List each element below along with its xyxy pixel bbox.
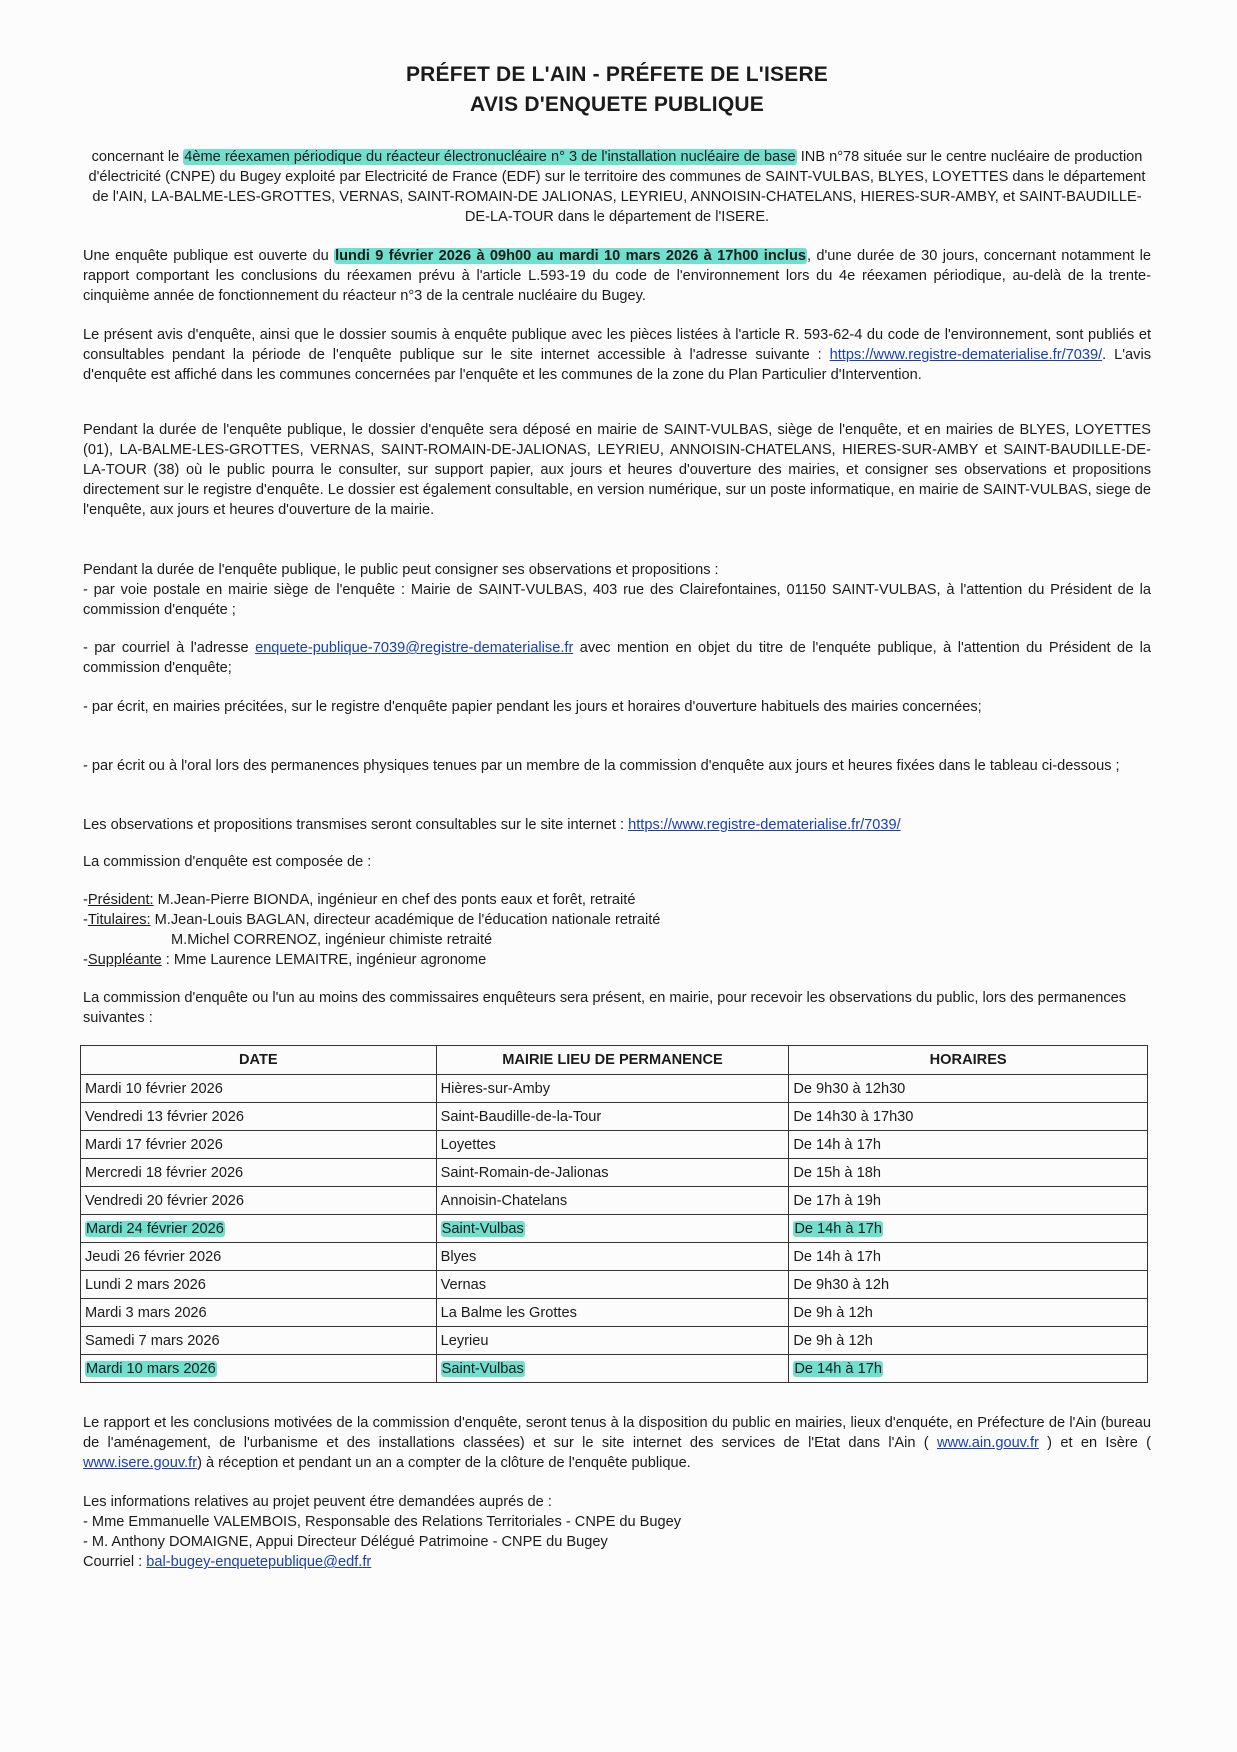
cell-mairie-text: Saint-Vulbas	[441, 1220, 524, 1237]
report-text-2: ) et en Isère (	[1038, 1435, 1151, 1451]
cell-horaires	[789, 1075, 1148, 1103]
report-paragraph	[83, 1413, 1151, 1473]
table-row	[81, 1327, 1148, 1355]
cell-date	[81, 1327, 437, 1355]
cell-horaires-text: De 14h à 17h	[793, 1248, 881, 1265]
observation-postal: - par voie postale en mairie siège de l'enquête : Mairie de SAINT-VULBAS, 403 rue des Clairefontaines, 01150 SAINT-VULBAS, à l'attention du Président de la commission d'enquéte ;	[83, 582, 1151, 618]
contacts-section	[83, 1492, 1151, 1572]
cell-date	[81, 1103, 437, 1131]
member-titulaire-1: -Titulaires: M.Jean-Louis BAGLAN, directeur académique de l'éducation nationale retraité	[83, 912, 661, 928]
cell-date-text: Mardi 24 février 2026	[86, 1220, 224, 1237]
permanences-intro-text: La commission d'enquête ou l'un au moins des commissaires enquêteurs sera présent, en mairie, pour recevoir les observations du public, lors des permanences suivantes :	[83, 990, 1127, 1026]
observation-written: - par écrit, en mairies précitées, sur le registre d'enquête papier pendant les jours et horaires d'ouverture habituels des mairies concernées;	[83, 699, 982, 715]
cell-mairie	[436, 1355, 789, 1383]
deposit-paragraph	[83, 420, 1151, 520]
cell-mairie-text: Saint-Vulbas	[441, 1360, 524, 1377]
cell-horaires	[789, 1159, 1148, 1187]
cell-mairie-text: Leyrieu	[440, 1332, 489, 1349]
contacts-intro: Les informations relatives au projet peuvent étre demandées auprés de :	[83, 1494, 552, 1510]
commission-members	[83, 890, 1151, 970]
cell-date-text: Lundi 2 mars 2026	[85, 1276, 206, 1293]
report-text-3: ) à réception et pendant un an a compter de la clôture de l'enquête publique.	[197, 1455, 691, 1471]
intro-paragraph	[83, 147, 1151, 227]
commission-intro	[83, 852, 1151, 872]
cell-mairie-text: Hières-sur-Amby	[440, 1080, 551, 1097]
title-line-2: AVIS D'ENQUETE PUBLIQUE	[470, 93, 764, 116]
cell-mairie-text: Saint-Romain-de-Jalionas	[440, 1164, 609, 1181]
consult-prefix: Les observations et propositions transmises seront consultables sur le site internet :	[83, 817, 629, 833]
contact-email-link[interactable]: bal-bugey-enquetepublique@edf.fr	[146, 1554, 372, 1570]
email-suffix: avec mention en objet du titre de l'enquéte publique, à l'attention du Président de la commission d'enquête;	[83, 640, 1151, 676]
cell-horaires-text: De 14h30 à 17h30	[793, 1108, 914, 1125]
observation-oral-paragraph	[83, 756, 1151, 776]
cell-horaires	[789, 1215, 1148, 1243]
member-titulaire-2: M.Michel CORRENOZ, ingénieur chimiste retraité	[171, 932, 493, 948]
cell-date-text: Vendredi 13 février 2026	[85, 1108, 245, 1125]
permanences-intro	[83, 988, 1151, 1028]
titulaires-label: Titulaires:	[87, 912, 151, 928]
cell-date-text: Jeudi 26 février 2026	[85, 1248, 222, 1265]
isere-gouv-link[interactable]: www.isere.gouv.fr	[83, 1455, 198, 1471]
table-body	[81, 1075, 1148, 1383]
cell-horaires-text: De 9h à 12h	[793, 1304, 873, 1321]
cell-mairie	[436, 1159, 789, 1187]
cell-horaires	[789, 1271, 1148, 1299]
cell-mairie-text: Vernas	[440, 1276, 487, 1293]
cell-mairie	[436, 1271, 789, 1299]
table-row	[81, 1243, 1148, 1271]
cell-horaires-text: De 14h à 17h	[793, 1136, 881, 1153]
cell-horaires-text: De 17h à 19h	[793, 1192, 881, 1209]
permanences-table	[80, 1045, 1148, 1383]
commission-intro-text: La commission d'enquête est composée de :	[83, 854, 372, 870]
header-horaires: HORAIRES	[789, 1046, 1148, 1075]
intro-highlight: 4ème réexamen périodique du réacteur électronucléaire n° 3 de l'installation nucléaire de base	[184, 149, 796, 165]
deposit-text: Pendant la durée de l'enquête publique, le dossier d'enquête sera déposé en mairie de SAINT-VULBAS, siège de l'enquête, et en mairies de BLYES, LOYETTES (01), LA-BALME-LES-GROTTES, VERNAS, SAINT-ROMAIN-DE-JALIONAS, LEYRIEU, ANNOISIN-CHATELANS, HIERES-SUR-AMBY et SAINT-BAUDILLE-DE-LA-TOUR (38) où le public pourra le consulter, sur support papier, aux jours et heures d'ouverture des mairies, et consigner ses observations et propositions directement sur le registre d'enquête. Le dossier est également consultable, en version numérique, sur un poste informatique, en mairie de SAINT-VULBAS, siege de l'enquête, aux jours et heures d'ouverture de la mairie.	[83, 422, 1151, 518]
cell-mairie	[436, 1103, 789, 1131]
table-row	[81, 1271, 1148, 1299]
cell-date-text: Vendredi 20 février 2026	[85, 1192, 245, 1209]
cell-mairie	[436, 1327, 789, 1355]
table-row	[81, 1299, 1148, 1327]
observation-written-paragraph	[83, 697, 1151, 717]
cell-date-text: Mercredi 18 février 2026	[85, 1164, 244, 1181]
enquiry-dates-highlight: lundi 9 février 2026 à 09h00 au mardi 10 mars 2026 à 17h00 inclus	[335, 248, 806, 264]
table-header-row	[81, 1046, 1148, 1075]
table-row	[81, 1159, 1148, 1187]
observations-intro: Pendant la durée de l'enquête publique, le public peut consigner ses observations et propositions :	[83, 562, 719, 578]
cell-horaires-text: De 14h à 17h	[794, 1360, 882, 1377]
cell-mairie-text: Annoisin-Chatelans	[440, 1192, 568, 1209]
cell-date-text: Mardi 10 mars 2026	[86, 1360, 216, 1377]
title-line-1: PRÉFET DE L'AIN - PRÉFETE DE L'ISERE	[405, 63, 829, 86]
president-label: Président:	[87, 892, 154, 908]
cell-date	[81, 1271, 437, 1299]
cell-mairie	[436, 1075, 789, 1103]
consult-paragraph	[83, 815, 1151, 835]
cell-date	[81, 1187, 437, 1215]
publication-paragraph	[83, 325, 1151, 385]
cell-horaires	[789, 1131, 1148, 1159]
cell-horaires	[789, 1243, 1148, 1271]
member-president: -Président: M.Jean-Pierre BIONDA, ingénieur en chef des ponts eaux et forêt, retraité	[83, 892, 636, 908]
cell-date	[81, 1131, 437, 1159]
observation-oral: - par écrit ou à l'oral lors des permanences physiques tenues par un membre de la commission d'enquête aux jours et heures fixées dans le tableau ci-dessous ;	[83, 758, 1120, 774]
cell-mairie	[436, 1299, 789, 1327]
enquiry-email-link[interactable]: enquete-publique-7039@registre-dematerialise.fr	[255, 640, 574, 656]
cell-horaires-text: De 9h30 à 12h30	[793, 1080, 906, 1097]
president-name: M.Jean-Pierre BIONDA, ingénieur en chef des ponts eaux et forêt, retraité	[153, 892, 636, 908]
cell-date-text: Mardi 17 février 2026	[85, 1136, 223, 1153]
opening-paragraph	[83, 246, 1151, 306]
suppleante-name: : Mme Laurence LEMAITRE, ingénieur agronome	[161, 952, 487, 968]
table-row	[81, 1187, 1148, 1215]
observations-section	[83, 560, 1151, 620]
cell-date	[81, 1355, 437, 1383]
cell-mairie	[436, 1187, 789, 1215]
suppleante-label: Suppléante	[87, 952, 162, 968]
table-row	[81, 1103, 1148, 1131]
contact-email-line	[83, 1552, 1151, 1572]
document-title	[83, 60, 1151, 120]
contact-email-label: Courriel :	[83, 1554, 147, 1570]
cell-date	[81, 1243, 437, 1271]
publication-text: Le présent avis d'enquête, ainsi que le dossier soumis à enquête publique avec les pièces listées à l'article R. 593-62-4 du code de l'environnement, sont publiés et consultables pendant la période de l'enquête publique sur le site internet accessible à l'adresse suivante :	[83, 327, 1151, 363]
header-date: DATE	[81, 1046, 437, 1075]
cell-date-text: Mardi 3 mars 2026	[85, 1304, 207, 1321]
cell-horaires-text: De 15h à 18h	[793, 1164, 881, 1181]
cell-horaires-text: De 9h30 à 12h	[793, 1276, 890, 1293]
ain-gouv-link[interactable]: www.ain.gouv.fr	[936, 1435, 1039, 1451]
opening-rest: , d'une durée de 30 jours, concernant notamment le rapport comportant les conclusions du réexamen prévu à l'article L.593-19 du code de l'environnement lors du 4e réexamen périodique, au-delà de la trente-cinquième année de fonctionnement du réacteur n°3 de la centrale nucléaire du Bugey.	[83, 248, 1151, 304]
cell-mairie-text: Loyettes	[440, 1136, 496, 1153]
contact-valembois: - Mme Emmanuelle VALEMBOIS, Responsable des Relations Territoriales - CNPE du Bugey	[83, 1514, 682, 1530]
member-suppleante: -Suppléante : Mme Laurence LEMAITRE, ingénieur agronome	[83, 952, 487, 968]
cell-horaires	[789, 1299, 1148, 1327]
cell-mairie-text: Blyes	[440, 1248, 477, 1265]
cell-mairie	[436, 1131, 789, 1159]
intro-rest: INB n°78 située sur le centre nucléaire de production d'électricité (CNPE) du Bugey exploité par Electricité de France (EDF) sur le territoire des communes de SAINT-VULBAS, BLYES, LOYETTES dans le département de l'AIN, LA-BALME-LES-GROTTES, VERNAS, SAINT-ROMAIN-DE JALIONAS, LEYRIEU, ANNOISIN-CHATELANS, HIERES-SUR-AMBY, et SAINT-BAUDILLE-DE-LA-TOUR dans le département de l'ISERE.	[88, 149, 1146, 225]
table-row	[81, 1355, 1148, 1383]
titulaire-1-name: M.Jean-Louis BAGLAN, directeur académique de l'éducation nationale retraité	[150, 912, 661, 928]
cell-horaires	[789, 1355, 1148, 1383]
opening-prefix: Une enquête publique est ouverte du	[83, 248, 335, 264]
table-row	[81, 1075, 1148, 1103]
observation-email-paragraph	[83, 638, 1151, 678]
cell-date	[81, 1215, 437, 1243]
cell-horaires-text: De 9h à 12h	[793, 1332, 873, 1349]
cell-mairie-text: La Balme les Grottes	[440, 1304, 577, 1321]
cell-horaires	[789, 1103, 1148, 1131]
cell-date-text: Samedi 7 mars 2026	[85, 1332, 220, 1349]
cell-mairie	[436, 1243, 789, 1271]
cell-mairie-text: Saint-Baudille-de-la-Tour	[440, 1108, 602, 1125]
cell-date	[81, 1299, 437, 1327]
cell-date	[81, 1075, 437, 1103]
cell-date-text: Mardi 10 février 2026	[85, 1080, 223, 1097]
cell-horaires	[789, 1187, 1148, 1215]
consult-link[interactable]: https://www.registre-dematerialise.fr/7039/	[628, 817, 901, 833]
email-prefix: - par courriel à l'adresse	[83, 640, 256, 656]
notice-page	[83, 0, 1151, 1570]
contact-domaigne: - M. Anthony DOMAIGNE, Appui Directeur Délégué Patrimoine - CNPE du Bugey	[83, 1534, 608, 1550]
registry-link[interactable]: https://www.registre-dematerialise.fr/7039/	[829, 347, 1103, 363]
cell-mairie	[436, 1215, 789, 1243]
intro-prefix: concernant le	[91, 149, 184, 165]
header-mairie: MAIRIE LIEU DE PERMANENCE	[436, 1046, 789, 1075]
cell-horaires	[789, 1327, 1148, 1355]
table-row	[81, 1131, 1148, 1159]
publication-text-end: . L'avis d'enquête est affiché dans les communes concernées par l'enquête et les communes de la zone du Plan Particulier d'Intervention.	[83, 347, 1151, 383]
cell-date	[81, 1159, 437, 1187]
table-row	[81, 1215, 1148, 1243]
cell-horaires-text: De 14h à 17h	[794, 1220, 882, 1237]
report-text: Le rapport et les conclusions motivées de la commission d'enquête, seront tenus à la disposition du public en mairies, lieux d'enquéte, en Préfecture de l'Ain (bureau de l'aménagement, de l'urbanisme et des installations classées) et sur le site internet des services de l'Etat dans l'Ain (	[83, 1415, 1151, 1451]
